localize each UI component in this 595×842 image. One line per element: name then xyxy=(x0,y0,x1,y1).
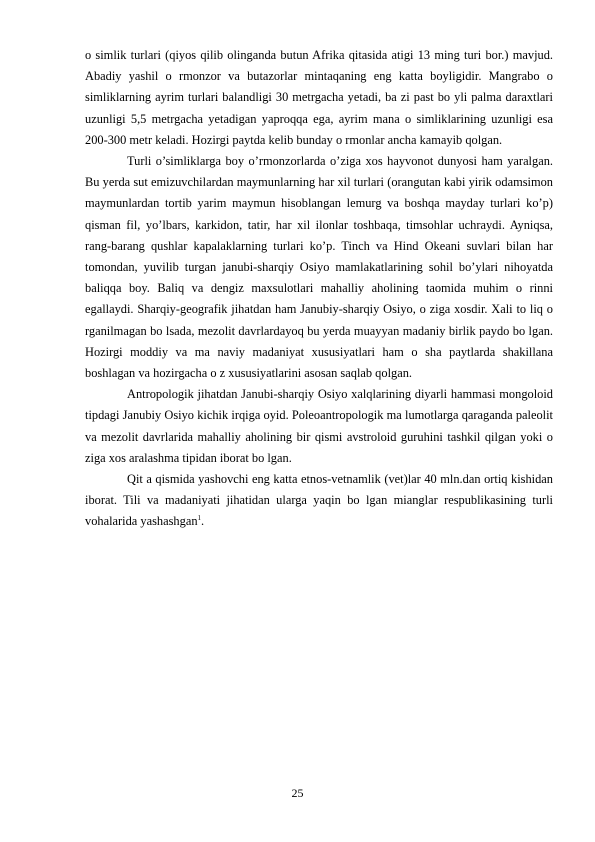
paragraph-ethnos-text: Qit a qismida yashovchi eng katta etnos-vetnamlik (vet)lar 40 mln.dan ortiq kishidan iborat. Tili va madaniyati jihatidan ularga yaqin bo lgan mianglar respublikasining turli vohalarida yashashgan xyxy=(85,472,553,529)
footnote-reference[interactable]: 1 xyxy=(197,514,202,523)
page-number: 25 xyxy=(291,786,304,800)
paragraph-fauna: Turli o’simliklarga boy o’rmonzorlarda o’ziga xos hayvonot dunyosi ham yaralgan. Bu yerda sut emizuvchilardan maymunlarning har xil turlari (orangutan kabi yirik odamsimon maymunlardan tortib yarim maymun hisoblangan lemurg va boshqa mayday turlari ko’p) qisman fil, yo’lbars, karkidon, tatir, har xil ilonlar toshbaqa, timsohlar uchraydi. Ayniqsa, rang-barang qushlar kapalaklarning turlari ko’p. Tinch va Hind Okeani suvlari bilan har tomondan, yuvilib turgan janubi-sharqiy Osiyo mamlakatlarining sohil bo’ylari nihoyatda baliqqa boy. Baliq va dengiz maxsulotlari mahalliy aholining taomida muhim o rinni egallaydi. Sharqiy-geografik jihatdan ham Janubiy-sharqiy Osiyo, o ziga xosdir. Xali to liq o rganilmagan bo lsada, mezolit davrlardayoq bu yerda muayyan madaniy birlik paydo bo lgan. Hozirgi moddiy va ma naviy madaniyat xususiyatlari ham o sha paytlarda shakillana boshlagan va hozirgacha o z xususiyatlarini asosan saqlab qolgan. xyxy=(85,154,553,381)
paragraph-ethnos xyxy=(85,469,553,533)
page-body xyxy=(85,45,553,533)
paragraph-flora: o simlik turlari (qiyos qilib olinganda butun Afrika qitasida atigi 13 ming turi bor.) mavjud. Abadiy yashil o rmonzor va butazorlar mintaqaning eng katta boyligidir. Mangrabo o simliklarning ayrim turlari balandligi 30 metrgacha yetadi, ba zi past bo yli palma daraxtlari uzunligi 5,5 metrgacha yetadigan yaproqqa ega, ayrim mana o simliklarining uzunligi esa 200-300 metr keladi. Hozirgi paytda kelib bunday o rmonlar ancha kamayib qolgan. xyxy=(85,48,553,147)
paragraph-ethnos-end: . xyxy=(201,514,205,529)
paragraph-anthropology: Antropologik jihatdan Janubi-sharqiy Osiyo xalqlarining diyarli hammasi mongoloid tipdagi Janubiy Osiyo kichik irqiga oyid. Poleoantropologik ma lumotlarga qaraganda paleolit va mezolit davrlarida mahalliy aholining bir qismi avstroloid guruhini tashkil qilgan yoki o ziga xos aralashma tipidan iborat bo lgan. xyxy=(85,387,553,465)
